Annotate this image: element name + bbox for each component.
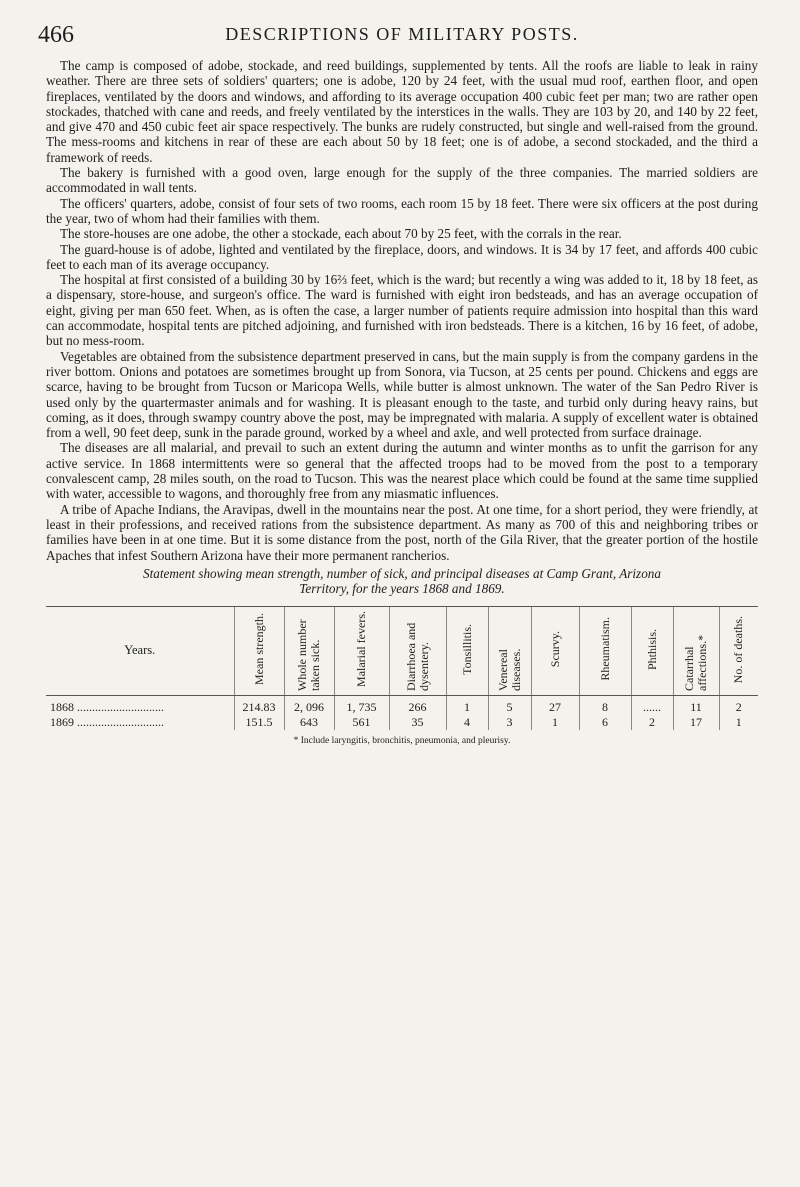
table-cell: ...... xyxy=(631,695,673,715)
document-page xyxy=(38,0,758,746)
table-cell: 1 xyxy=(719,715,758,730)
page-number: 466 xyxy=(38,22,74,48)
column-header-tonsillitis: Tonsillitis. xyxy=(446,606,488,695)
table-cell: 27 xyxy=(531,695,579,715)
table-cell: 6 xyxy=(579,715,631,730)
row-year: 1868 ............................. xyxy=(50,699,164,714)
table-cell: 1 xyxy=(446,695,488,715)
paragraph-officers-quarters: The officers' quarters, adobe, consist of four sets of two rooms, each room 15 by 18 feet. There were six officers at the post during the year, two of whom had their families with them. xyxy=(46,195,758,226)
page-header xyxy=(38,0,758,58)
column-header-deaths: No. of deaths. xyxy=(719,606,758,695)
table-caption-line-1: Statement showing mean strength, number of sick, and principal diseases at Camp Grant, Arizona xyxy=(143,565,661,581)
disease-statistics-table xyxy=(46,606,758,730)
paragraph-hospital: The hospital at first consisted of a building 30 by 16⅔ feet, which is the ward; but recently a wing was added to it, 18 by 18 feet, as a dispensary, store-house, and surgeon's office. The ward is furnished with eight iron bedsteads, and has an average occupation of eight, giving per man 650 feet. When, as is often the case, a larger number of patients require admission into hospital than this ward can accommodate, hospital tents are pitched adjoining, and furnished with iron bedsteads. There is a kitchen, 16 by 16 feet, of adobe, but no mess-room. xyxy=(46,272,758,349)
column-header-whole-number-sick: Whole number taken sick. xyxy=(284,606,334,695)
table-cell: 2 xyxy=(719,695,758,715)
table-cell: 17 xyxy=(673,715,719,730)
table-cell: 2 xyxy=(631,715,673,730)
table-cell: 11 xyxy=(673,695,719,715)
running-head: DESCRIPTIONS OF MILITARY POSTS. xyxy=(225,24,579,44)
paragraph-guard-house: The guard-house is of adobe, lighted and ventilated by the fireplace, doors, and windows. It is 34 by 17 feet, and affords 400 cubic feet to each man of its average occupancy. xyxy=(46,241,758,272)
row-year: 1869 ............................. xyxy=(50,714,164,729)
table-header-row xyxy=(46,606,758,695)
paragraph-bakery: The bakery is furnished with a good oven, large enough for the supply of the three companies. The married soldiers are accommodated in wall tents. xyxy=(46,165,758,196)
table-cell: 3 xyxy=(488,715,531,730)
paragraph-store-houses: The store-houses are one adobe, the other a stockade, each about 70 by 25 feet, with the corrals in the rear. xyxy=(60,226,622,242)
table-footnote: * Include laryngitis, bronchitis, pneumonia, and pleurisy. xyxy=(293,735,511,746)
table-row xyxy=(46,695,758,715)
table-cell: 4 xyxy=(446,715,488,730)
body-text xyxy=(46,58,758,563)
paragraph-camp-buildings: The camp is composed of adobe, stockade, and reed buildings, supplemented by tents. All the roofs are liable to leak in rainy weather. There are three sets of soldiers' quarters; one is adobe, 120 by 24 feet, with the usual mud roof, earthen floor, and open fireplaces, ventilated by the doors and windows, and affording to its average occupation 400 cubic feet per man; two are rather open stockades, thatched with cane and reeds, and freely ventilated by the interstices in the walls. They are 103 by 20, and 140 by 22 feet, and give 470 and 450 cubic feet air space respectively. The bunks are rudely constructed, but single and well-raised from the ground. The mess-rooms and kitchens in rear of these are each about 50 by 18 feet; one is of adobe, a second stockaded, and the third a framework of reeds. xyxy=(46,58,758,165)
table-cell: 1 xyxy=(531,715,579,730)
table-cell: 643 xyxy=(284,715,334,730)
table-cell: 8 xyxy=(579,695,631,715)
paragraph-vegetables-water: Vegetables are obtained from the subsistence department preserved in cans, but the main supply is from the company gardens in the river bottom. Onions and potatoes are sometimes brought up from Sonora, via Tucson, at 25 cents per pound. Chickens and eggs are scarce, having to be brought from Tucson or Maricopa Wells, while butter is almost unknown. The water of the San Pedro River is used only by the quartermaster animals and for washing. It is pleasant enough to the taste, and turbid only during heavy rains, but coming, as it does, through swampy country above the post, may be impregnated with malaria. A supply of excellent water is obtained from a well, 90 feet deep, sunk in the parade ground, worked by a wheel and axle, and well protected from surface drainage. xyxy=(46,348,758,441)
table-cell: 151.5 xyxy=(234,715,284,730)
table-cell: 214.83 xyxy=(234,695,284,715)
column-header-mean-strength: Mean strength. xyxy=(234,606,284,695)
column-header-rheumatism: Rheumatism. xyxy=(579,606,631,695)
column-header-catarrhal-affections: Catarrhal affections.* xyxy=(673,606,719,695)
table-row xyxy=(46,715,758,730)
column-header-diarrhoea-dysentery: Diarrhoea and dysentery. xyxy=(389,606,446,695)
column-header-years: Years. xyxy=(46,606,234,695)
table-caption xyxy=(46,566,758,597)
table-cell: 1, 735 xyxy=(334,695,389,715)
table-cell: 266 xyxy=(389,695,446,715)
paragraph-apache-indians: A tribe of Apache Indians, the Aravipas, dwell in the mountains near the post. At one time, for a short period, they were friendly, at least in their professions, and received rations from the subsistence department. As many as 700 of this and neighboring tribes or families have been in at one time. But it is some distance from the post, north of the Gila River, that the greater portion of the hostile Apaches that infest Southern Arizona have their more permanent rancherios. xyxy=(46,501,758,563)
table-cell: 5 xyxy=(488,695,531,715)
table-cell: 35 xyxy=(389,715,446,730)
column-header-scurvy: Scurvy. xyxy=(531,606,579,695)
column-header-phthisis: Phthisis. xyxy=(631,606,673,695)
paragraph-diseases: The diseases are all malarial, and prevail to such an extent during the autumn and winter months as to unfit the garrison for any active service. In 1868 intermittents were so general that the affected troops had to be moved from the post to a temporary convalescent camp, 28 miles south, on the road to Tucson. This was the nearest place which could be found at the same time supplied with water, accessible to wagons, and thoroughly free from any miasmatic influences. xyxy=(46,440,758,502)
table-cell: 2, 096 xyxy=(284,695,334,715)
column-header-malarial-fevers: Malarial fevers. xyxy=(334,606,389,695)
table-cell: 561 xyxy=(334,715,389,730)
column-header-venereal-diseases: Venereal diseases. xyxy=(488,606,531,695)
table-caption-line-2: Territory, for the years 1868 and 1869. xyxy=(299,581,505,597)
